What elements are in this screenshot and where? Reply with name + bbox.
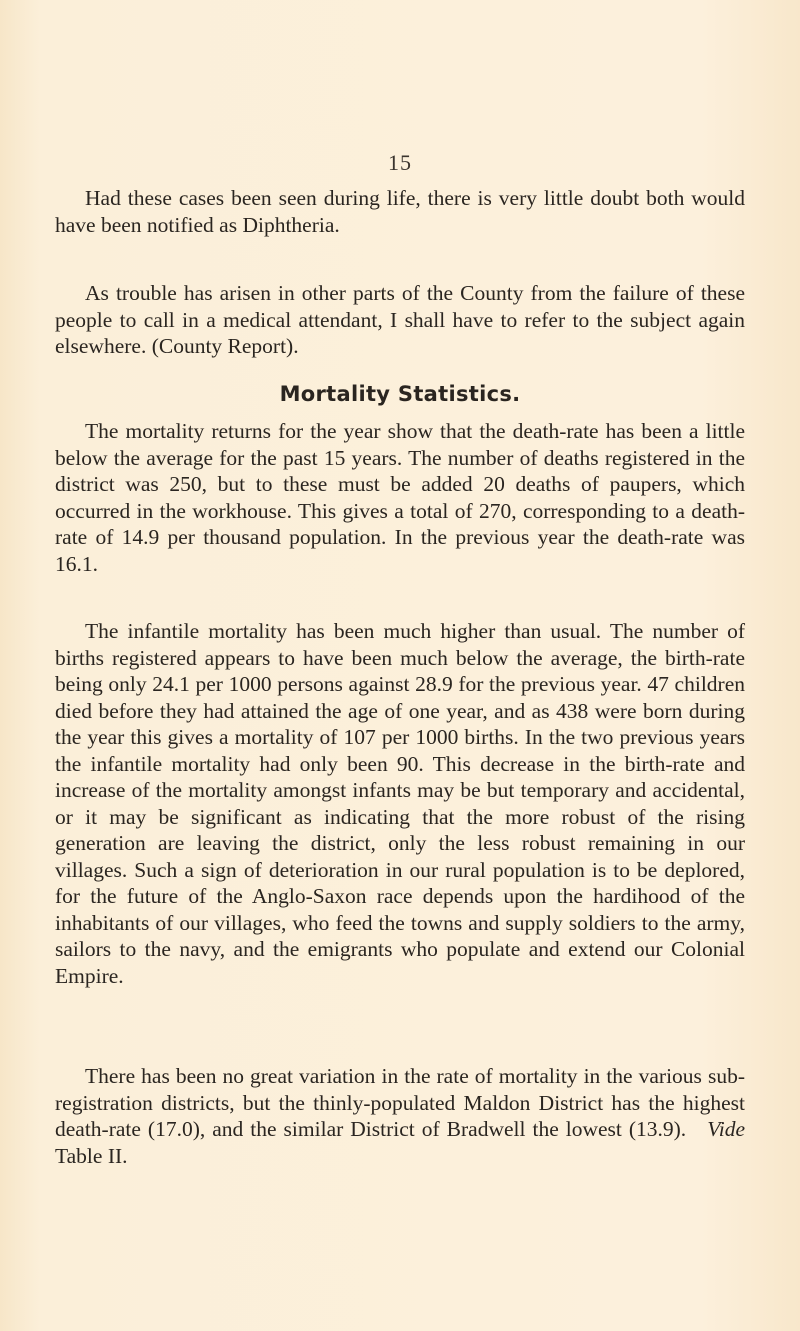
paragraph-text: There has been no great variation in the rate of mortality in the various sub-registration districts, but the thinly-populated Maldon District has the highest death-rate (17.0), and the similar District of Bradwell the lowest (13.9). bbox=[55, 1064, 745, 1141]
paragraph-text: Had these cases been seen during life, there is very little doubt both would have been notified as Diphtheria. bbox=[55, 186, 745, 237]
paragraph-infantile-mortality bbox=[55, 618, 745, 989]
paragraph-county-report bbox=[55, 280, 745, 360]
section-heading: Mortality Statistics. bbox=[279, 382, 521, 406]
paragraph-death-rate bbox=[55, 418, 745, 577]
paragraph-text: As trouble has arisen in other parts of the County from the failure of these people to call in a medical attendant, I shall have to refer to the subject again elsewhere. (County Report). bbox=[55, 281, 745, 358]
paragraph-sub-districts bbox=[55, 1063, 745, 1169]
reference-vide: Vide bbox=[707, 1117, 745, 1141]
paragraph-text: The infantile mortality has been much higher than usual. The number of births registered appears to have been much below the average, the birth-rate being only 24.1 per 1000 persons against 28.9 for the previous year. 47 children died before they had attained the age of one year, and as 438 were born during the year this gives a mortality of 107 per 1000 births. In the two previous years the infantile mortality had only been 90. This decrease in the birth-rate and increase of the mortality amongst infants may be but temporary and accidental, or it may be significant as indicating that the more robust of the rising generation are leaving the district, only the less robust remaining in our villages. Such a sign of deterioration in our rural population is to be deplored, for the future of the Anglo-Saxon race depends upon the hardihood of the inhabitants of our villages, who feed the towns and supply soldiers to the army, sailors to the navy, and the emigrants who populate and extend our Colonial Empire. bbox=[55, 619, 745, 988]
paragraph-diphtheria bbox=[55, 185, 745, 238]
reference-table: Table II. bbox=[55, 1143, 128, 1168]
page-number: 15 bbox=[388, 150, 412, 175]
paragraph-text: The mortality returns for the year show that the death-rate has been a little below the average for the past 15 years. The number of deaths registered in the district was 250, but to these must be added 20 deaths of paupers, which occurred in the workhouse. This gives a total of 270, corresponding to a death-rate of 14.9 per thousand population. In the previous year the death-rate was 16.1. bbox=[55, 419, 745, 576]
